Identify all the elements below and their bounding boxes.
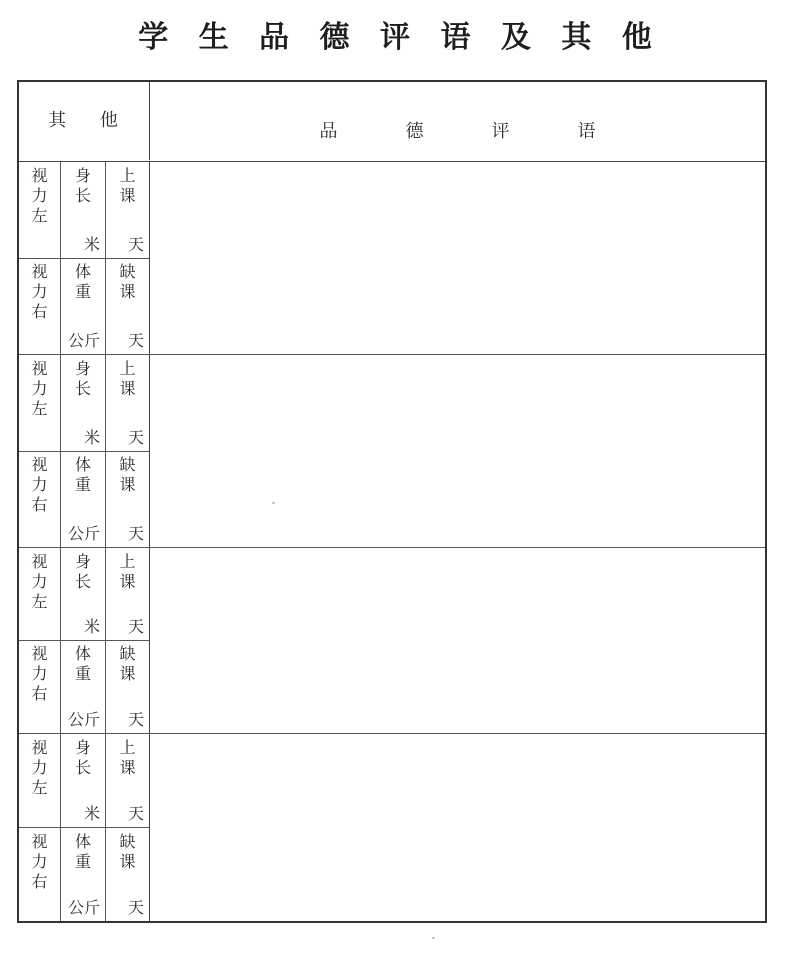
vision-cell[interactable] (19, 162, 61, 258)
label-char: 上 (119, 552, 136, 571)
comment-writing-area[interactable] (150, 162, 765, 354)
label-char: 课 (119, 758, 136, 777)
label-char: 重 (74, 282, 91, 301)
weight-unit: 公斤 (67, 524, 100, 543)
label-char: 上 (119, 738, 136, 757)
other-info-block (19, 355, 150, 547)
label-char: 力 (31, 475, 48, 494)
vision-cell[interactable] (19, 355, 61, 451)
header-comment-label (150, 82, 765, 160)
label-char: 视 (31, 455, 48, 474)
label-char: 课 (119, 186, 136, 205)
label-char: 力 (31, 852, 48, 871)
label-char: 重 (74, 475, 91, 494)
other-info-block (19, 548, 150, 733)
label-char: 视 (31, 262, 48, 281)
header-other-label: 其 他 (19, 82, 150, 160)
label-char: 体 (74, 455, 91, 474)
vision-cell[interactable] (19, 828, 61, 921)
scan-speck (432, 937, 435, 939)
height-label (61, 166, 105, 206)
weight-cell[interactable] (61, 451, 106, 547)
label-char: 课 (119, 282, 136, 301)
label-char: 视 (31, 166, 48, 185)
vision-label (19, 832, 60, 892)
page-title: 学 生 品 德 评 语 及 其 他 (138, 20, 662, 55)
label-char: 右 (31, 302, 48, 321)
label-char: 身 (74, 166, 91, 185)
vision-label (19, 262, 60, 322)
sub-row-top (19, 355, 149, 452)
day-unit: 天 (127, 617, 144, 636)
comment-writing-area[interactable] (150, 355, 765, 547)
attend-cell[interactable] (106, 162, 149, 258)
label-char: 力 (31, 282, 48, 301)
label-char: 力 (31, 758, 48, 777)
vision-label (19, 455, 60, 515)
table-header (19, 82, 765, 162)
sub-row-bottom (19, 258, 149, 354)
label-char: 身 (74, 552, 91, 571)
label-char: 缺 (119, 455, 136, 474)
vision-cell[interactable] (19, 258, 61, 354)
height-cell[interactable] (61, 355, 106, 451)
label-char: 长 (74, 379, 91, 398)
day-unit: 天 (127, 428, 144, 447)
label-char: 身 (74, 738, 91, 757)
label-char: 左 (31, 399, 48, 418)
label-char: 课 (119, 379, 136, 398)
label-char: 长 (74, 572, 91, 591)
vision-cell[interactable] (19, 640, 61, 733)
absent-label (106, 262, 149, 302)
day-unit: 天 (127, 898, 144, 917)
absent-cell[interactable] (106, 451, 149, 547)
header-comment-char: 品 (319, 121, 338, 142)
height-unit: 米 (83, 235, 100, 254)
attend-label (106, 359, 149, 399)
student-record-row (19, 162, 765, 355)
scan-speck (272, 502, 275, 504)
label-char: 右 (31, 684, 48, 703)
label-char: 缺 (119, 644, 136, 663)
height-unit: 米 (83, 428, 100, 447)
attend-cell[interactable] (106, 548, 149, 640)
sub-row-bottom (19, 828, 149, 921)
label-char: 力 (31, 379, 48, 398)
label-char: 长 (74, 758, 91, 777)
weight-label (61, 455, 105, 495)
weight-label (61, 644, 105, 684)
weight-cell[interactable] (61, 828, 106, 921)
vision-label (19, 552, 60, 612)
header-comment-char: 评 (491, 121, 510, 142)
label-char: 视 (31, 359, 48, 378)
height-unit: 米 (83, 617, 100, 636)
vision-label (19, 166, 60, 226)
sub-row-bottom (19, 640, 149, 733)
other-info-block (19, 162, 150, 354)
label-char: 力 (31, 572, 48, 591)
label-char: 视 (31, 832, 48, 851)
height-cell[interactable] (61, 548, 106, 640)
header-comment-char: 德 (405, 121, 424, 142)
label-char: 课 (119, 572, 136, 591)
student-record-row (19, 734, 765, 921)
label-char: 缺 (119, 832, 136, 851)
height-cell[interactable] (61, 162, 106, 258)
label-char: 右 (31, 872, 48, 891)
absent-cell[interactable] (106, 258, 149, 354)
sub-row-top (19, 162, 149, 259)
day-unit: 天 (127, 331, 144, 350)
height-label (61, 359, 105, 399)
label-char: 上 (119, 359, 136, 378)
day-unit: 天 (127, 710, 144, 729)
label-char: 身 (74, 359, 91, 378)
label-char: 缺 (119, 262, 136, 281)
attend-label (106, 738, 149, 778)
label-char: 力 (31, 186, 48, 205)
attend-cell[interactable] (106, 734, 149, 827)
absent-cell[interactable] (106, 640, 149, 733)
label-char: 上 (119, 166, 136, 185)
absent-label (106, 455, 149, 495)
label-char: 重 (74, 852, 91, 871)
label-char: 课 (119, 475, 136, 494)
weight-label (61, 832, 105, 872)
day-unit: 天 (127, 804, 144, 823)
height-label (61, 552, 105, 592)
evaluation-form-table (17, 80, 767, 923)
vision-label (19, 644, 60, 704)
sub-row-top (19, 548, 149, 641)
label-char: 重 (74, 664, 91, 683)
label-char: 左 (31, 592, 48, 611)
other-info-block (19, 734, 150, 921)
weight-unit: 公斤 (67, 331, 100, 350)
day-unit: 天 (127, 235, 144, 254)
attend-label (106, 166, 149, 206)
vision-cell[interactable] (19, 734, 61, 827)
absent-cell[interactable] (106, 828, 149, 921)
weight-unit: 公斤 (67, 710, 100, 729)
weight-cell[interactable] (61, 258, 106, 354)
label-char: 右 (31, 495, 48, 514)
student-record-row (19, 548, 765, 734)
height-label (61, 738, 105, 778)
attend-label (106, 552, 149, 592)
label-char: 长 (74, 186, 91, 205)
student-record-row (19, 355, 765, 548)
label-char: 课 (119, 664, 136, 683)
weight-label (61, 262, 105, 302)
attend-cell[interactable] (106, 355, 149, 451)
vision-label (19, 738, 60, 798)
label-char: 视 (31, 552, 48, 571)
label-char: 体 (74, 644, 91, 663)
weight-unit: 公斤 (67, 898, 100, 917)
label-char: 课 (119, 852, 136, 871)
label-char: 体 (74, 832, 91, 851)
label-char: 力 (31, 664, 48, 683)
label-char: 体 (74, 262, 91, 281)
label-char: 视 (31, 738, 48, 757)
absent-label (106, 644, 149, 684)
day-unit: 天 (127, 524, 144, 543)
comment-writing-area[interactable] (150, 734, 765, 921)
weight-cell[interactable] (61, 640, 106, 733)
sub-row-bottom (19, 451, 149, 547)
sub-row-top (19, 734, 149, 828)
vision-cell[interactable] (19, 451, 61, 547)
label-char: 左 (31, 206, 48, 225)
height-unit: 米 (83, 804, 100, 823)
label-char: 视 (31, 644, 48, 663)
header-comment-char: 语 (577, 121, 596, 142)
height-cell[interactable] (61, 734, 106, 827)
vision-cell[interactable] (19, 548, 61, 640)
vision-label (19, 359, 60, 419)
comment-writing-area[interactable] (150, 548, 765, 733)
absent-label (106, 832, 149, 872)
label-char: 左 (31, 778, 48, 797)
